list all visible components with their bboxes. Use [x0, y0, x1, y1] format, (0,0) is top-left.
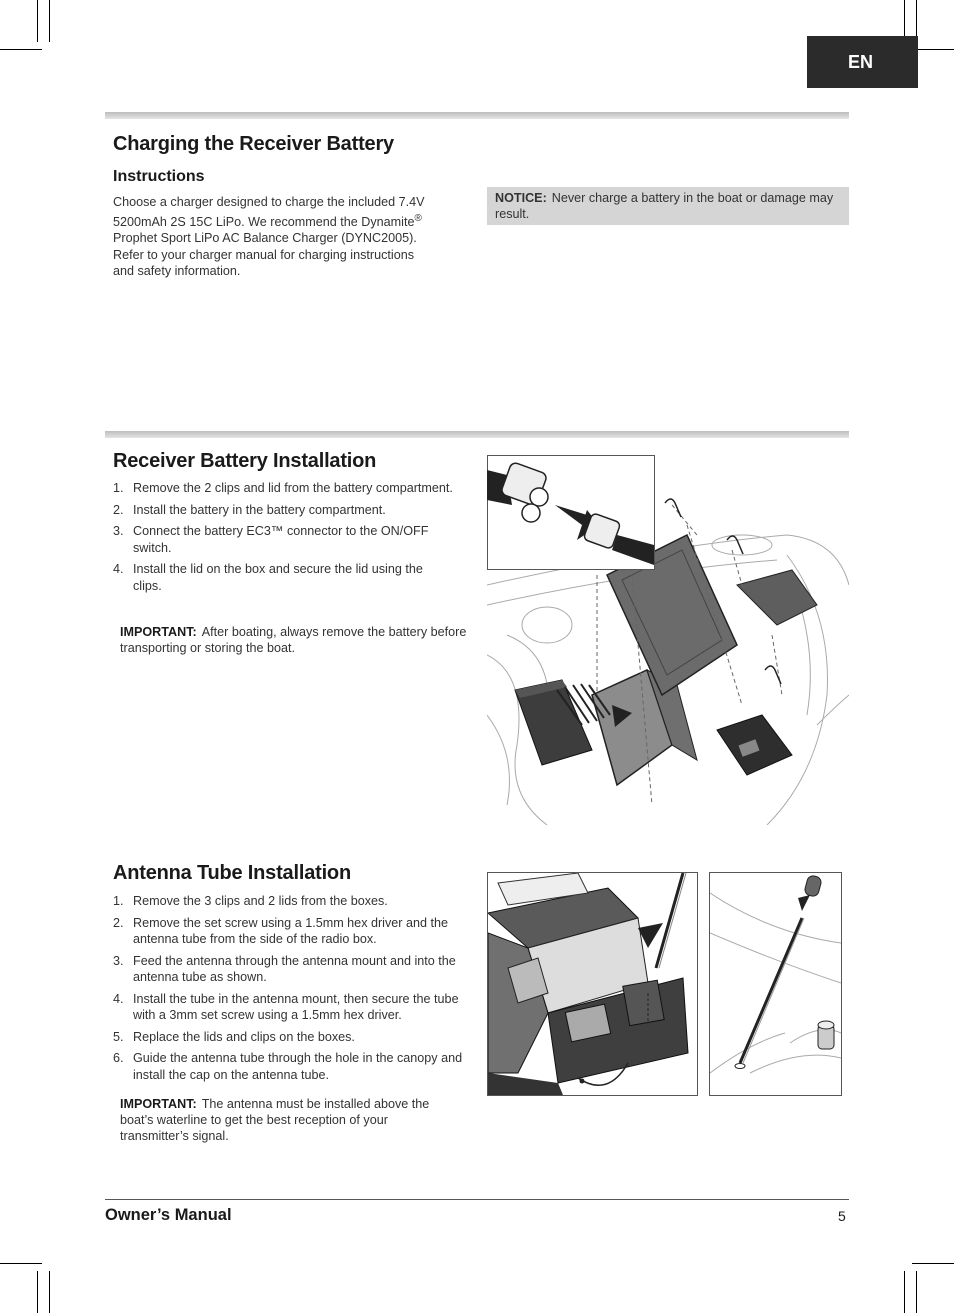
crop-mark — [0, 49, 42, 50]
notice-box — [487, 187, 849, 225]
important-label: IMPORTANT: — [120, 625, 197, 639]
charging-line: Choose a charger designed to charge the included 7.4V — [113, 195, 425, 209]
step-number: 1. — [113, 481, 124, 495]
antenna-install-steps — [113, 893, 468, 1083]
list-item — [113, 953, 468, 986]
important-text: After boating, always remove the battery before transporting or storing the boat. — [120, 625, 467, 655]
step-number: 3. — [113, 524, 124, 538]
battery-install-steps — [113, 480, 453, 594]
step-text: Replace the lids and clips on the boxes. — [133, 1029, 355, 1044]
page-number: 5 — [838, 1208, 846, 1224]
language-tab: EN — [807, 36, 918, 88]
list-item — [113, 893, 468, 910]
crop-mark — [49, 1271, 50, 1313]
crop-mark — [904, 1271, 905, 1313]
crop-mark — [912, 1263, 954, 1264]
antenna-mount-figure — [487, 872, 698, 1096]
battery-installation-figure — [487, 455, 849, 825]
notice-label: NOTICE: — [495, 191, 547, 205]
list-item — [113, 561, 453, 594]
list-item — [113, 991, 468, 1024]
step-number: 2. — [113, 915, 124, 930]
step-number: 2. — [113, 502, 124, 517]
step-number: 5. — [113, 1029, 124, 1044]
list-item — [113, 502, 453, 519]
step-number: 4. — [113, 991, 124, 1006]
crop-mark — [37, 0, 38, 42]
crop-mark — [912, 49, 954, 50]
step-text: Guide the antenna tube through the hole in the canopy and install the cap on the antenna tube. — [133, 1051, 463, 1082]
step-text: Install the lid on the box and secure the lid using the clips. — [133, 562, 423, 593]
crop-mark — [49, 0, 50, 42]
step-text: Install the battery in the battery compartment. — [133, 502, 386, 517]
important-label: IMPORTANT: — [120, 1097, 197, 1111]
list-item — [113, 480, 453, 497]
battery-install-title: Receiver Battery Installation — [113, 450, 377, 472]
crop-mark — [916, 1271, 917, 1313]
battery-important-note — [120, 624, 470, 656]
step-text: Remove the set screw using a 1.5mm hex driver and the antenna tube from the side of the radio box. — [133, 915, 448, 946]
step-text: Feed the antenna through the antenna mount and into the antenna tube as shown. — [133, 953, 456, 984]
charging-line — [113, 211, 463, 231]
charging-line: Refer to your charger manual for charging instructions — [113, 247, 414, 262]
charging-title: Charging the Receiver Battery — [113, 133, 394, 155]
list-item — [113, 915, 468, 948]
step-number: 4. — [113, 562, 124, 576]
charging-instructions — [113, 194, 463, 280]
crop-mark — [37, 1271, 38, 1313]
section-rule — [105, 112, 849, 119]
list-item — [113, 523, 453, 556]
list-item — [113, 1029, 468, 1046]
antenna-install-title: Antenna Tube Installation — [113, 862, 351, 884]
antenna-important-note — [120, 1096, 450, 1144]
list-item — [113, 1050, 468, 1083]
step-text: Remove the 2 clips and lid from the battery compartment. — [133, 481, 453, 495]
step-number: 3. — [113, 953, 124, 968]
charging-line: and safety information. — [113, 264, 241, 279]
footer-title: Owner’s Manual — [105, 1206, 232, 1224]
step-text: Install the tube in the antenna mount, then secure the tube with a 3mm set screw using a 1.5mm hex driver. — [133, 991, 459, 1022]
notice-text: Never charge a battery in the boat or damage may result. — [495, 191, 834, 221]
crop-mark — [0, 1263, 42, 1264]
registered-mark: ® — [414, 212, 422, 224]
step-text: Remove the 3 clips and 2 lids from the boxes. — [133, 894, 388, 908]
step-number: 6. — [113, 1051, 124, 1065]
section-rule — [105, 431, 849, 438]
antenna-canopy-figure — [709, 872, 842, 1096]
footer-rule — [105, 1199, 849, 1200]
charging-line-text: 5200mAh 2S 15C LiPo. We recommend the Dynamite — [113, 214, 415, 229]
step-number: 1. — [113, 894, 124, 908]
charging-line: Prophet Sport LiPo AC Balance Charger (DYNC2005). — [113, 231, 417, 246]
important-text: The antenna must be installed above the boat’s waterline to get the best reception of your transmitter’s signal. — [120, 1097, 430, 1143]
step-text: Connect the battery EC3™ connector to the ON/OFF switch. — [133, 524, 429, 555]
instructions-subtitle: Instructions — [113, 168, 205, 185]
